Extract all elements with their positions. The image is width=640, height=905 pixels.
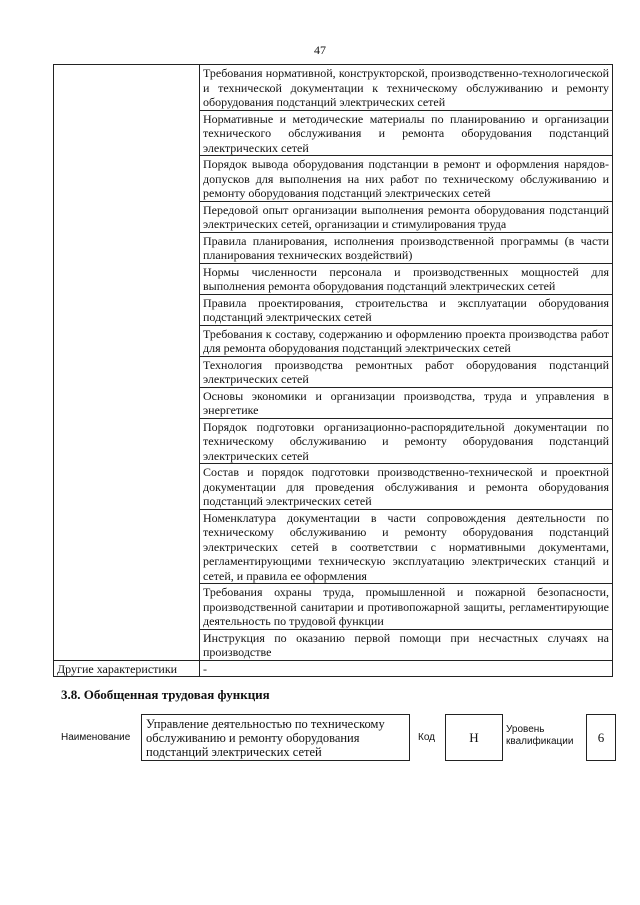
code-caption: Код bbox=[418, 732, 436, 743]
knowledge-item: Требования охраны труда, промышленной и пожарной безопасности, производственной санитарии и противопожарной защиты, регламентирующие деятельность по трудовой функции bbox=[200, 584, 613, 630]
function-code-box bbox=[445, 714, 503, 761]
qualification-level-caption bbox=[506, 724, 573, 748]
knowledge-table bbox=[53, 64, 613, 677]
knowledge-item: Порядок вывода оборудования подстанции в ремонт и оформления нарядов-допусков для выполнения на них работ по техническому обслуживанию и ремонту оборудования подстанций электрических сетей bbox=[200, 156, 613, 202]
page-number: 47 bbox=[314, 43, 326, 57]
table-row bbox=[54, 65, 613, 111]
knowledge-item: Нормы численности персонала и производственных мощностей для выполнения ремонта оборудования подстанций электрических сетей bbox=[200, 263, 613, 294]
qualification-level-value: 6 bbox=[597, 729, 605, 745]
knowledge-item: Номенклатура документации в части сопровождения деятельности по техническому обслуживанию и ремонту оборудования подстанций электрических сетей в соответствии с нормативными документами, регламентирующими техническую эксплуатацию электрических станций и сетей, и правила ее оформления bbox=[200, 509, 613, 584]
section-heading: 3.8. Обобщенная трудовая функция bbox=[61, 687, 270, 702]
knowledge-item: Состав и порядок подготовки производственно-технической и проектной документации для проведения обслуживания и ремонта оборудования подстанций электрических сетей bbox=[200, 464, 613, 510]
knowledge-item: Порядок подготовки организационно-распорядительной документации по техническому обслуживанию и ремонту оборудования подстанций электрических сетей bbox=[200, 418, 613, 464]
knowledge-item: Правила проектирования, строительства и эксплуатации оборудования подстанций электрических сетей bbox=[200, 294, 613, 325]
qualification-level-box bbox=[586, 714, 616, 761]
knowledge-item: Нормативные и методические материалы по планированию и организации технического обслуживания и ремонта оборудования подстанций электрических сетей bbox=[200, 110, 613, 156]
knowledge-item: Правила планирования, исполнения производственной программы (в части планирования технических воздействий) bbox=[200, 232, 613, 263]
knowledge-label-cell bbox=[54, 65, 200, 661]
knowledge-item: Передовой опыт организации выполнения ремонта оборудования подстанций электрических сетей, организации и стимулирования труда bbox=[200, 201, 613, 232]
knowledge-item: Технология производства ремонтных работ оборудования подстанций электрических сетей bbox=[200, 356, 613, 387]
function-name-box: Управление деятельностью по техническому обслуживанию и ремонту оборудования подстанций электрических сетей bbox=[141, 714, 410, 761]
other-characteristics-value: - bbox=[200, 660, 613, 677]
function-code-value: H bbox=[469, 729, 479, 745]
qualification-level-caption-line1: Уровень bbox=[506, 724, 545, 735]
generalized-function-row bbox=[0, 713, 640, 763]
name-caption: Наименование bbox=[61, 732, 131, 743]
other-characteristics-label: Другие характеристики bbox=[54, 660, 200, 677]
qualification-level-caption-line2: квалификации bbox=[506, 736, 574, 747]
knowledge-item: Инструкция по оказанию первой помощи при несчастных случаях на производстве bbox=[200, 629, 613, 660]
knowledge-item: Требования к составу, содержанию и оформлению проекта производства работ для ремонта оборудования подстанций электрических сетей bbox=[200, 325, 613, 356]
knowledge-item: Основы экономики и организации производства, труда и управления в энергетике bbox=[200, 387, 613, 418]
knowledge-item: Требования нормативной, конструкторской, производственно-технологической и технической документации к техническому обслуживанию и ремонту оборудования подстанций электрических сетей bbox=[200, 65, 613, 111]
table-row bbox=[54, 660, 613, 677]
